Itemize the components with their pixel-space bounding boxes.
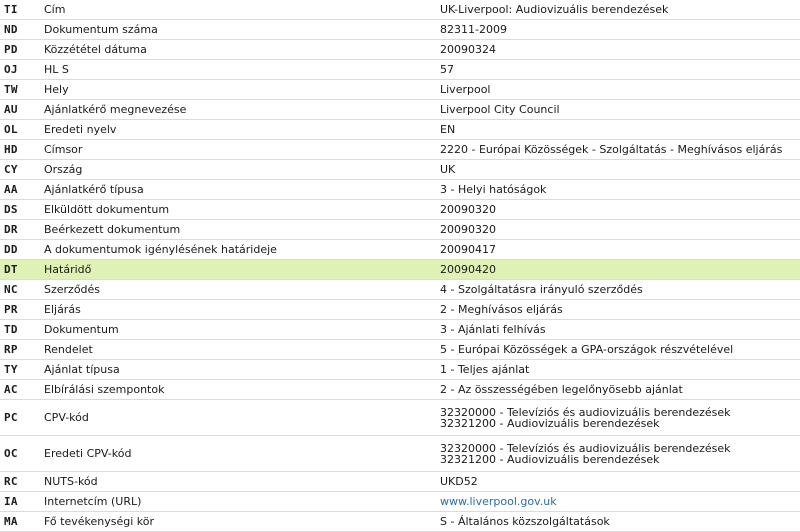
field-value-line: 3 - Helyi hatóságok: [440, 183, 547, 196]
field-value-line: UK: [440, 163, 456, 176]
field-code: AC: [0, 380, 40, 400]
field-value: [437, 492, 800, 512]
field-code: TI: [0, 0, 40, 20]
table-row-ma: [0, 512, 800, 532]
field-value-line: 3 - Ajánlati felhívás: [440, 323, 546, 336]
table-row-au: [0, 100, 800, 120]
field-value-line: 2 - Meghívásos eljárás: [440, 303, 563, 316]
field-code: RC: [0, 472, 40, 492]
field-label: NUTS-kód: [40, 472, 437, 492]
field-value: [437, 160, 800, 180]
table-row-tw: [0, 80, 800, 100]
field-label: Eljárás: [40, 300, 437, 320]
field-value: [437, 140, 800, 160]
field-value: [437, 120, 800, 140]
field-code: DR: [0, 220, 40, 240]
field-code: PD: [0, 40, 40, 60]
field-value-line: 82311-2009: [440, 23, 507, 36]
table-row-aa: [0, 180, 800, 200]
field-value-line: 20090320: [440, 203, 496, 216]
field-label: Címsor: [40, 140, 437, 160]
field-value: [437, 40, 800, 60]
table-row-ty: [0, 360, 800, 380]
url-link[interactable]: www.liverpool.gov.uk: [440, 494, 557, 508]
table-row-pc: [0, 400, 800, 436]
field-value-line: 2220 - Európai Közösségek - Szolgáltatás - Meghívásos eljárás: [440, 143, 783, 156]
table-row-ol: [0, 120, 800, 140]
field-code: PR: [0, 300, 40, 320]
field-value: [437, 436, 800, 472]
field-value: [437, 472, 800, 492]
field-value: [437, 80, 800, 100]
table-row-cy: [0, 160, 800, 180]
field-code: OL: [0, 120, 40, 140]
field-value-line: 20090417: [440, 243, 496, 256]
field-label: Eredeti CPV-kód: [40, 436, 437, 472]
field-label: Rendelet: [40, 340, 437, 360]
table-row-rc: [0, 472, 800, 492]
field-value: [437, 512, 800, 532]
field-value-line: 32320000 - Televíziós és audiovizuális berendezések: [440, 405, 731, 419]
field-code: OC: [0, 436, 40, 472]
field-value: [437, 200, 800, 220]
table-row-dd: [0, 240, 800, 260]
field-label: Közzététel dátuma: [40, 40, 437, 60]
field-label: Fő tevékenységi kör: [40, 512, 437, 532]
field-code: DS: [0, 200, 40, 220]
field-label: Elküldött dokumentum: [40, 200, 437, 220]
field-label: Dokumentum: [40, 320, 437, 340]
field-value: [437, 240, 800, 260]
field-code: RP: [0, 340, 40, 360]
field-value: [437, 380, 800, 400]
field-label: Dokumentum száma: [40, 20, 437, 40]
field-value-line: 32320000 - Televíziós és audiovizuális berendezések: [440, 441, 731, 455]
field-value-line: 1 - Teljes ajánlat: [440, 363, 530, 376]
table-row-pr: [0, 300, 800, 320]
field-value: [437, 300, 800, 320]
field-code: AU: [0, 100, 40, 120]
field-code: TD: [0, 320, 40, 340]
table-row-oc: [0, 436, 800, 472]
field-code: CY: [0, 160, 40, 180]
field-value-line: UKD52: [440, 475, 478, 488]
field-value: [437, 340, 800, 360]
field-value-line: EN: [440, 123, 456, 136]
field-label: Szerződés: [40, 280, 437, 300]
field-value-line: 20090320: [440, 223, 496, 236]
field-value: [437, 260, 800, 280]
field-code: AA: [0, 180, 40, 200]
field-code: IA: [0, 492, 40, 512]
field-code: MA: [0, 512, 40, 532]
table-row-ia: [0, 492, 800, 512]
field-label: Internetcím (URL): [40, 492, 437, 512]
table-row-rp: [0, 340, 800, 360]
field-value: [437, 0, 800, 20]
field-value-line: S - Általános közszolgáltatások: [440, 515, 610, 528]
field-code: DD: [0, 240, 40, 260]
table-row-hd: [0, 140, 800, 160]
field-label: CPV-kód: [40, 400, 437, 436]
field-label: Ajánlatkérő típusa: [40, 180, 437, 200]
table-row-ti: [0, 0, 800, 20]
table-row-dr: [0, 220, 800, 240]
field-code: NC: [0, 280, 40, 300]
field-code: DT: [0, 260, 40, 280]
field-value-line: 2 - Az összességében legelőnyösebb ajánlat: [440, 383, 683, 396]
field-value: [437, 320, 800, 340]
table-row-nd: [0, 20, 800, 40]
table-row-ds: [0, 200, 800, 220]
field-value-line: Liverpool: [440, 83, 491, 96]
field-value-line: 32321200 - Audiovizuális berendezések: [440, 452, 660, 466]
table-row-oj: [0, 60, 800, 80]
field-label: Cím: [40, 0, 437, 20]
field-value-line: 5 - Európai Közösségek a GPA-országok részvételével: [440, 343, 734, 356]
field-label: Hely: [40, 80, 437, 100]
field-code: OJ: [0, 60, 40, 80]
field-value-line: Liverpool City Council: [440, 103, 560, 116]
field-value: [437, 100, 800, 120]
field-label: Eredeti nyelv: [40, 120, 437, 140]
table-row-td: [0, 320, 800, 340]
table-row-nc: [0, 280, 800, 300]
table-row-dt: [0, 260, 800, 280]
field-value: [437, 60, 800, 80]
field-value: [437, 400, 800, 436]
field-value: [437, 20, 800, 40]
field-label: Ajánlat típusa: [40, 360, 437, 380]
field-value-line: UK-Liverpool: Audiovizuális berendezések: [440, 3, 669, 16]
field-code: HD: [0, 140, 40, 160]
field-label: HL S: [40, 60, 437, 80]
field-value-line: 20090420: [440, 263, 496, 276]
field-value: [437, 360, 800, 380]
field-label: Elbírálási szempontok: [40, 380, 437, 400]
field-code: TW: [0, 80, 40, 100]
field-value-line: 20090324: [440, 43, 496, 56]
field-label: Beérkezett dokumentum: [40, 220, 437, 240]
field-value-line: 57: [440, 63, 454, 76]
field-code: ND: [0, 20, 40, 40]
field-label: Ajánlatkérő megnevezése: [40, 100, 437, 120]
field-value-line: 32321200 - Audiovizuális berendezések: [440, 416, 660, 430]
field-code: TY: [0, 360, 40, 380]
field-value-line: 4 - Szolgáltatásra irányuló szerződés: [440, 283, 643, 296]
field-value: [437, 220, 800, 240]
field-value: [437, 180, 800, 200]
field-label: Ország: [40, 160, 437, 180]
field-label: A dokumentumok igénylésének határideje: [40, 240, 437, 260]
table-row-pd: [0, 40, 800, 60]
table-row-ac: [0, 380, 800, 400]
field-label: Határidő: [40, 260, 437, 280]
field-value: [437, 280, 800, 300]
field-code: PC: [0, 400, 40, 436]
